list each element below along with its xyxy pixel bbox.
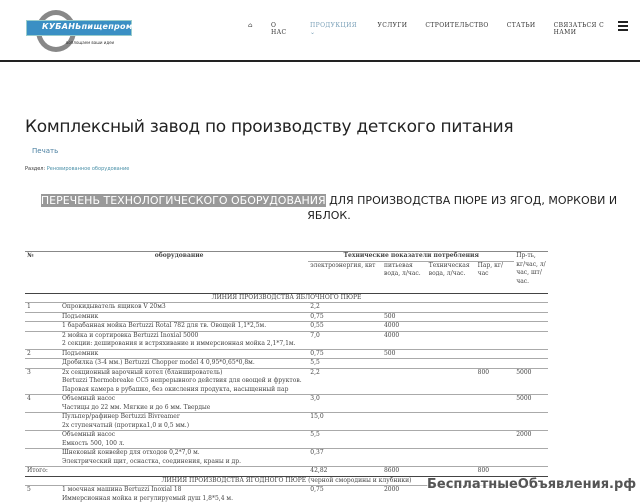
- table-row: [25, 368, 548, 395]
- cell-st: [476, 449, 515, 467]
- cell-st: [476, 303, 515, 313]
- col-electricity: электроэнергия, квт: [308, 261, 382, 293]
- cell-pr: [514, 449, 548, 467]
- table-row: [25, 331, 548, 349]
- col-potable-water: питьевая вода, л/час.: [382, 261, 427, 293]
- cell-tw: [427, 331, 476, 349]
- cell-e: Опрокидыватель ящиков V 20м3: [50, 303, 308, 313]
- equipment-table: [25, 251, 548, 503]
- section-title: ЛИНИЯ ПРОИЗВОДСТВА ЯГОДНОГО ПЮРЕ (черной смородины и клубники): [25, 476, 548, 486]
- col-tech-water: Техническая вода, л/час.: [427, 261, 476, 293]
- col-productivity: Пр-ть, кг/час, л/час, шт/час.: [514, 252, 548, 294]
- cell-st: [476, 312, 515, 322]
- cell-pr: 5000: [514, 368, 548, 395]
- cell-e: Подъемник: [50, 349, 308, 359]
- cell-n: [25, 413, 50, 431]
- cell-e: 1 моечная машина Bertuzzi Inoxial 18 Иммерсионная мойка и регулируемый душ 1,8*5,4 м.: [50, 486, 308, 503]
- cell-e: Подъемник: [50, 312, 308, 322]
- cell-el: 5,5: [308, 359, 382, 369]
- cell-n: 2: [25, 349, 50, 359]
- cell-tw: [427, 322, 476, 332]
- table-row: [25, 413, 548, 431]
- cell-el: 7,0: [308, 331, 382, 349]
- cell-e: Дробилка (3-4 мм.) Bertuzzi Chopper model 4 0,95*0,65*0,8м.: [50, 359, 308, 369]
- logo-text: КУБАНЬпищепром: [42, 22, 133, 31]
- cell-pw: 500: [382, 312, 427, 322]
- cell-st: [476, 349, 515, 359]
- cell-pw: [382, 413, 427, 431]
- table-row: [25, 431, 548, 449]
- cell-n: 5: [25, 486, 50, 503]
- cell-pr: [514, 413, 548, 431]
- heading-rest: ДЛЯ ПРОИЗВОДСТВА ПЮРЕ ИЗ ЯГОД, МОРКОВИ И ЯБЛОК.: [307, 194, 617, 222]
- cell-pw: 4000: [382, 331, 427, 349]
- cell-st: [476, 431, 515, 449]
- nav-articles[interactable]: СТАТЬИ: [507, 22, 536, 36]
- print-link[interactable]: Печать: [32, 147, 58, 155]
- cell-e: Объемный насос Частицы до 22 мм. Мягкие и до 6 мм. Твердые: [50, 395, 308, 413]
- cell-pw: [382, 431, 427, 449]
- cell-pw: 8600: [382, 467, 427, 477]
- section-label: Раздел:: [25, 166, 45, 172]
- content-heading: [25, 193, 633, 223]
- cell-pr: 5000: [514, 395, 548, 413]
- nav-products[interactable]: ПРОДУКЦИЯ ⌄: [310, 22, 360, 36]
- cell-st: [476, 322, 515, 332]
- cell-tw: [427, 312, 476, 322]
- section-info: [25, 166, 129, 172]
- site-logo[interactable]: [22, 10, 142, 52]
- col-equipment: оборудование: [50, 252, 308, 294]
- section-title: ЛИНИЯ ПРОИЗВОДСТВА ЯБЛОЧНОГО ПЮРЕ: [25, 293, 548, 303]
- table-row: [25, 359, 548, 369]
- cell-el: 5,5: [308, 431, 382, 449]
- table-row: [25, 312, 548, 322]
- cell-e: Пульпер/рафинер Bertuzzi Bivreamer 2х ступенчатый (протирка1,0 и 0,5 мм.): [50, 413, 308, 431]
- cell-st: [476, 331, 515, 349]
- cell-el: 0,55: [308, 322, 382, 332]
- cell-pr: [514, 322, 548, 332]
- cell-n: 4: [25, 395, 50, 413]
- cell-n: 3: [25, 368, 50, 395]
- section-row: [25, 293, 548, 303]
- cell-e: 1 барабанная мойка Bertuzzi Rotal 782 для тв. Овощей 1,1*2,5м.: [50, 322, 308, 332]
- table-row: [25, 303, 548, 313]
- cell-tw: [427, 467, 476, 477]
- cell-pr: 2000: [514, 431, 548, 449]
- main-nav: [248, 22, 640, 36]
- cell-st: [476, 413, 515, 431]
- cell-st: 800: [476, 368, 515, 395]
- cell-st: [476, 359, 515, 369]
- cell-tw: [427, 431, 476, 449]
- cell-el: 0,37: [308, 449, 382, 467]
- menu-icon[interactable]: [618, 21, 628, 33]
- col-steam: Пар, кг/час: [476, 261, 515, 293]
- cell-el: 0,75: [308, 349, 382, 359]
- home-icon[interactable]: ⌂: [248, 22, 253, 36]
- cell-pr: [514, 359, 548, 369]
- cell-e: Объемный насос Емкость 500, 100 л.: [50, 431, 308, 449]
- cell-el: 0,75: [308, 486, 382, 503]
- nav-contact[interactable]: СВЯЗАТЬСЯ С НАМИ: [554, 22, 622, 36]
- cell-el: 3,0: [308, 395, 382, 413]
- cell-tw: [427, 303, 476, 313]
- cell-n: [25, 449, 50, 467]
- cell-n: [25, 312, 50, 322]
- heading-highlight: ПЕРЕЧЕНЬ ТЕХНОЛОГИЧЕСКОГО ОБОРУДОВАНИЯ: [41, 194, 326, 207]
- cell-n: Итого:: [25, 467, 50, 477]
- table-row: [25, 467, 548, 477]
- cell-tw: [427, 349, 476, 359]
- cell-tw: [427, 359, 476, 369]
- cell-tw: [427, 449, 476, 467]
- cell-n: [25, 359, 50, 369]
- cell-el: 0,75: [308, 312, 382, 322]
- cell-st: [476, 395, 515, 413]
- cell-e: 2х секционный варочный котел (бланширователь) Bertuzzi Thermobreake CC5 непрерывного действия для овощей и фруктов. Паровая камера в рубашке, без окисления продукта, насыщенный пар: [50, 368, 308, 395]
- cell-tw: [427, 368, 476, 395]
- cell-e: Шнековый конвейер для отходов 0,2*7,0 м. Электрический щит, оснастка, соединения, краны и др.: [50, 449, 308, 467]
- page-title: Комплексный завод по производству детского питания: [25, 117, 513, 137]
- cell-e: 2 мойка и сортировка Bertuzzi Inoxial 5000 2 секции: деширования и встряхивание и иммерсионная мойка 2,1*7,1м.: [50, 331, 308, 349]
- cell-tw: [427, 395, 476, 413]
- table-row: [25, 349, 548, 359]
- cell-pw: [382, 368, 427, 395]
- nav-services[interactable]: УСЛУГИ: [378, 22, 408, 36]
- cell-pr: [514, 467, 548, 477]
- col-num: №: [25, 252, 50, 294]
- cell-el: 42,82: [308, 467, 382, 477]
- cell-pr: [514, 331, 548, 349]
- table-row: [25, 322, 548, 332]
- cell-n: 1: [25, 303, 50, 313]
- table-row: [25, 449, 548, 467]
- section-link[interactable]: Реновированное оборудование: [47, 166, 130, 172]
- nav-about[interactable]: О НАС: [271, 22, 292, 36]
- cell-pr: [514, 303, 548, 313]
- cell-pr: [514, 312, 548, 322]
- cell-pw: [382, 303, 427, 313]
- col-tech: Технические показатели потребления: [308, 252, 514, 262]
- cell-el: 2,2: [308, 368, 382, 395]
- cell-pw: [382, 359, 427, 369]
- site-header: [0, 0, 640, 62]
- table-row: [25, 395, 548, 413]
- cell-n: [25, 322, 50, 332]
- cell-pw: [382, 449, 427, 467]
- cell-pw: 500: [382, 349, 427, 359]
- cell-pw: 2000: [382, 486, 427, 503]
- cell-st: 800: [476, 467, 515, 477]
- logo-subtitle: воплощаем ваши идеи: [66, 40, 114, 45]
- cell-el: 15,0: [308, 413, 382, 431]
- cell-tw: [427, 413, 476, 431]
- cell-n: [25, 331, 50, 349]
- cell-e: [50, 467, 308, 477]
- cell-el: 2,2: [308, 303, 382, 313]
- cell-pw: [382, 395, 427, 413]
- cell-pw: 4000: [382, 322, 427, 332]
- cell-pr: [514, 349, 548, 359]
- watermark: БесплатныеОбъявления.рф: [427, 477, 636, 492]
- nav-construction[interactable]: СТРОИТЕЛЬСТВО: [425, 22, 488, 36]
- cell-n: [25, 431, 50, 449]
